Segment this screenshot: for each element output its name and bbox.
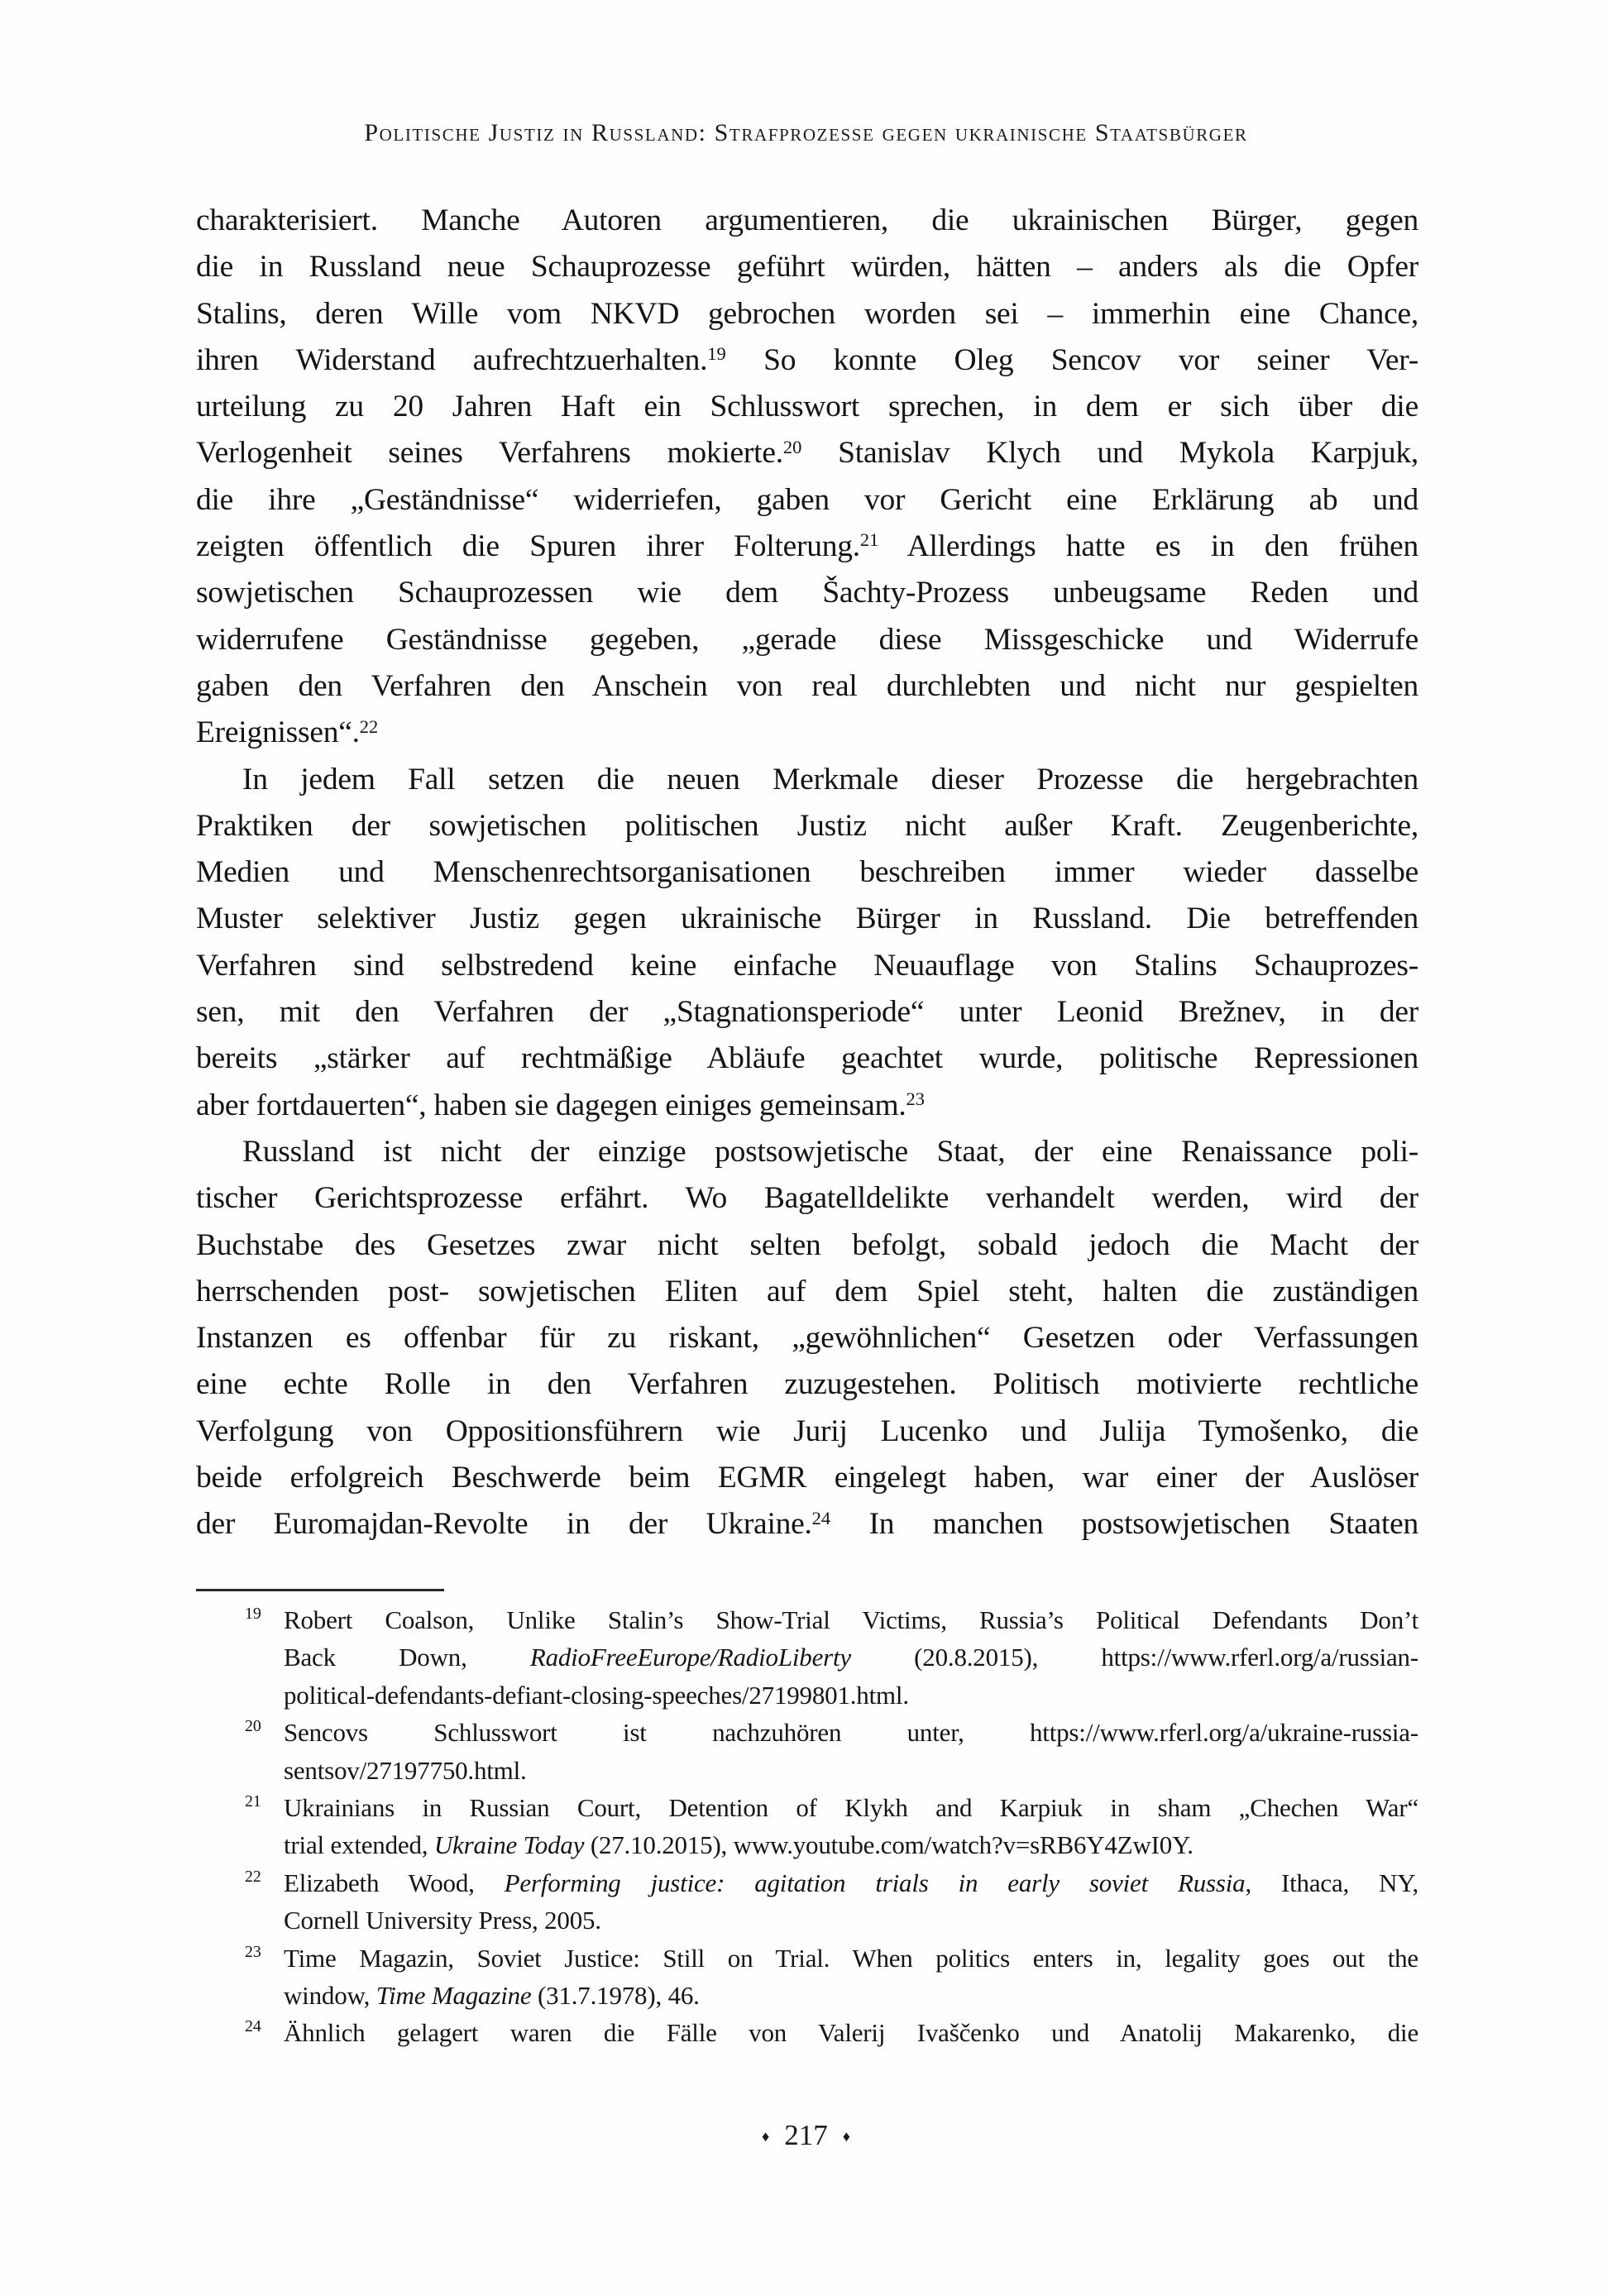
footnote-line [196,1826,1418,1863]
body-text [196,198,1418,1548]
text-line [196,1129,1418,1175]
text-line [196,1501,1418,1547]
text-run: (31.7.1978), 46. [531,1980,700,2010]
text-run: der Euromajdan-Revolte in der Ukraine. [196,1507,812,1542]
text-line [196,430,1418,476]
footnote-number: 20 [245,1717,261,1736]
footnote-line [196,2014,1418,2051]
text-line [196,1083,1418,1129]
text-line [196,803,1418,849]
footnote-number: 23 [245,1942,261,1961]
footnote-number: 24 [245,2017,261,2036]
footnote-line [196,1901,1418,1939]
text-run: Allerdings hatte es in den frühen [878,529,1419,564]
page-footer [0,2119,1612,2152]
text-run: aber fortdauerten“, haben sie dagegen einiges gemeinsam. [196,1088,906,1122]
text-line [196,663,1418,710]
text-line [196,291,1418,337]
text-line [196,1409,1418,1455]
text-line [196,1175,1418,1222]
footer-ornament-right: ♦ [842,2128,851,2145]
text-run: Praktiken der sowjetischen politischen Justiz nicht außer Kraft. Zeugenberichte, [196,808,1418,843]
footnote-line [196,1601,1418,1638]
text-run: eine echte Rolle in den Verfahren zuzugestehen. Politisch motivierte rechtliche [196,1367,1418,1402]
text-run: Ukraine Today [433,1830,585,1860]
text-line [196,1361,1418,1408]
footnote-number: 19 [245,1605,261,1624]
text-run: Verfolgung von Oppositionsführern wie Jurij Lucenko und Julija Tymošenko, die [196,1413,1418,1448]
text-run: tischer Gerichtsprozesse erfährt. Wo Bagatelldelikte verhandelt werden, wird der [196,1181,1418,1216]
text-run: Sencovs Schlusswort ist nachzuhören unter, https://www.rferl.org/a/ukraine-russia- [284,1718,1418,1748]
text-line [196,1269,1418,1315]
page-number: 217 [784,2119,828,2151]
text-run: , Ithaca, NY, [1245,1868,1418,1897]
text-run: Ukrainians in Russian Court, Detention of Klykh and Karpiuk in sham „Chechen War“ [284,1792,1418,1822]
text-run: bereits „stärker auf rechtmäßige Abläufe geachtet wurde, politische Repressionen [196,1041,1418,1076]
footnote-line [196,1789,1418,1826]
text-line [196,1315,1418,1361]
text-line [196,710,1418,756]
text-run: RadioFreeEurope/RadioLiberty [529,1643,851,1672]
text-line [196,570,1418,616]
footnote-number: 22 [245,1867,261,1886]
text-run: Russland ist nicht der einzige postsowjetische Staat, der eine Renaissance poli- [242,1134,1418,1169]
text-run: zeigten öffentlich die Spuren ihrer Folterung. [196,529,860,564]
text-run: Ähnlich gelagert waren die Fälle von Valerij Ivaščenko und Anatolij Makarenko, die [284,2018,1418,2048]
footnote-ref: 23 [906,1088,926,1109]
text-run: Time Magazin, Soviet Justice: Still on Trial. When politics enters in, legality goes out the [284,1943,1418,1973]
footer-ornament-left: ♦ [761,2128,770,2145]
text-line [196,896,1418,942]
text-line [196,524,1418,570]
text-line [196,757,1418,803]
text-line [196,477,1418,524]
text-run: Verfahren sind selbstredend keine einfache Neuauflage von Stalins Schauprozes- [196,948,1418,983]
footnote-ref: 21 [859,529,879,551]
text-run: Stalins, deren Wille vom NKVD gebrochen worden sei – immerhin eine Chance, [196,296,1418,331]
text-run: die ihre „Geständnisse“ widerriefen, gaben vor Gericht eine Erklärung ab und [196,482,1418,517]
text-run: (27.10.2015), www.youtube.com/watch?v=sRB6Y4ZwI0Y. [584,1830,1193,1860]
text-run: ihren Widerstand aufrechtzuerhalten. [196,342,708,377]
text-run: die in Russland neue Schauprozesse geführt würden, hätten – anders als die Opfer [196,250,1418,285]
footnote-line [196,1864,1418,1901]
text-line [196,337,1418,384]
text-run: (20.8.2015), https://www.rferl.org/a/russian- [850,1643,1418,1672]
text-run: gaben den Verfahren den Anschein von real durchlebten und nicht nur gespielten [196,668,1418,703]
footnote-line [196,1977,1418,2014]
text-run: beide erfolgreich Beschwerde beim EGMR eingelegt haben, war einer der Auslöser [196,1461,1418,1495]
footnote-line [196,1638,1418,1676]
footnote-line [196,1940,1418,1977]
text-line [196,1455,1418,1501]
footnote-line [196,1752,1418,1789]
text-run: So konnte Oleg Sencov vor seiner Ver- [725,342,1418,377]
text-line [196,384,1418,430]
text-run: urteilung zu 20 Jahren Haft ein Schlusswort sprechen, in dem er sich über die [196,390,1418,424]
footnote-divider [196,1589,444,1591]
text-line [196,617,1418,663]
footnote-ref: 24 [811,1507,831,1528]
text-run: widerrufene Geständnisse gegeben, „gerade diese Missgeschicke und Widerrufe [196,622,1418,657]
text-run: Robert Coalson, Unlike Stalin’s Show-Trial Victims, Russia’s Political Defendants Don’t [284,1605,1418,1634]
text-run: sen, mit den Verfahren der „Stagnationsperiode“ unter Leonid Brežnev, in der [196,995,1418,1030]
text-run: Muster selektiver Justiz gegen ukrainische Bürger in Russland. Die betreffenden [196,902,1418,936]
footnote-line [196,1714,1418,1751]
text-run: Performing justice: agitation trials in early soviet Russia [504,1868,1246,1897]
text-line [196,198,1418,244]
text-run: Elizabeth Wood, [284,1868,505,1897]
footnote-ref: 19 [707,343,726,365]
text-run: herrschenden post- sowjetischen Eliten auf dem Spiel steht, halten die zuständigen [196,1274,1418,1308]
text-run: Back Down, [284,1643,530,1672]
text-line [196,989,1418,1036]
footnotes [196,1601,1418,2052]
text-run: Cornell University Press, 2005. [284,1906,601,1935]
text-run: In jedem Fall setzen die neuen Merkmale dieser Prozesse die hergebrachten [242,762,1418,796]
text-run: Time Magazine [375,1980,532,2010]
text-run: Ereignissen“. [196,715,360,750]
footnote-ref: 20 [782,436,802,457]
text-run: Stanislav Klych und Mykola Karpjuk, [801,436,1419,471]
footnote-number: 21 [245,1792,261,1811]
text-run: charakterisiert. Manche Autoren argumentieren, die ukrainischen Bürger, gegen [196,203,1418,237]
text-run: political-defendants-defiant-closing-speeches/27199801.html. [284,1680,909,1710]
footnote-ref: 22 [359,715,379,737]
text-run: Buchstabe des Gesetzes zwar nicht selten befolgt, sobald jedoch die Macht der [196,1227,1418,1262]
text-run: Medien und Menschenrechtsorganisationen beschreiben immer wieder dasselbe [196,855,1418,890]
running-header: Politische Justiz in Russland: Strafprozesse gegen ukrainische Staatsbürger [364,119,1248,146]
text-line [196,1222,1418,1269]
text-run: Verlogenheit seines Verfahrens mokierte. [196,436,783,471]
text-run: window, [284,1980,376,2010]
text-run: sowjetischen Schauprozessen wie dem Šachty-Prozess unbeugsame Reden und [196,576,1418,610]
footnote-line [196,1677,1418,1714]
text-line [196,849,1418,896]
text-line [196,1036,1418,1082]
text-line [196,943,1418,989]
text-run: trial extended, [284,1830,434,1860]
text-run: Instanzen es offenbar für zu riskant, „gewöhnlichen“ Gesetzen oder Verfassungen [196,1321,1418,1356]
text-line [196,244,1418,290]
text-run: In manchen postsowjetischen Staaten [830,1507,1419,1542]
text-run: sentsov/27197750.html. [284,1755,527,1785]
